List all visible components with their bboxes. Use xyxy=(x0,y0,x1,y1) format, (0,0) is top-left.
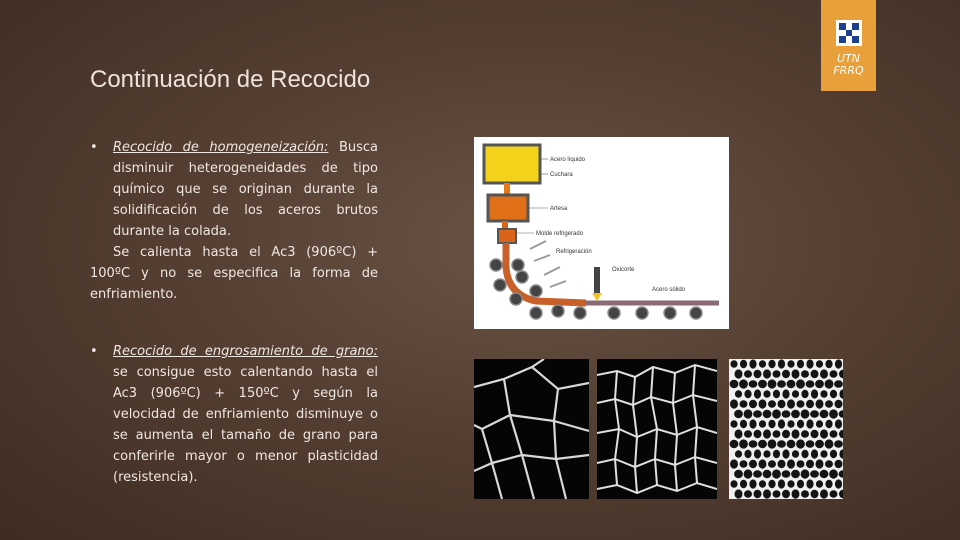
grain-cell xyxy=(811,389,818,398)
grain-cell xyxy=(792,390,799,398)
grain-cell xyxy=(825,360,832,368)
grain-cell xyxy=(797,400,805,408)
grain-cell xyxy=(834,440,843,448)
grain-cell xyxy=(825,460,833,468)
grain-cell xyxy=(787,380,796,388)
grain-cell xyxy=(754,430,762,438)
grain-cell xyxy=(811,370,819,378)
grain-cell xyxy=(811,490,819,498)
grain-cell xyxy=(744,409,753,418)
grain-cell xyxy=(782,470,791,478)
grain-cell xyxy=(763,450,770,458)
grain-cell xyxy=(782,389,789,398)
grain-cell xyxy=(792,369,800,378)
grain-cell xyxy=(791,470,800,478)
grain-cell xyxy=(825,439,834,448)
grain-cell xyxy=(773,390,780,398)
grain-cell xyxy=(796,379,805,388)
grain-cell xyxy=(816,420,823,428)
grain-cell xyxy=(768,420,775,428)
grain-cell xyxy=(773,430,781,438)
grain-cell xyxy=(810,410,819,418)
ladle-shape xyxy=(484,145,540,183)
grain-cell xyxy=(806,440,815,448)
grain-cell xyxy=(830,390,837,398)
micrograph-fine-grain xyxy=(729,359,843,499)
grain-cell xyxy=(787,459,795,468)
logo-line-2: FRRQ xyxy=(833,64,864,77)
grain-cell xyxy=(768,460,776,468)
grain-cell xyxy=(820,470,829,478)
grain-cell xyxy=(835,460,843,468)
bullet-text: Busca disminuir heterogeneidades de tipo químico que se originan durante la solidificación de los aceros brutos durante la colada. xyxy=(113,140,378,239)
bullet-homogenization xyxy=(90,137,378,305)
grain-cell xyxy=(740,460,748,468)
grain-cell xyxy=(744,450,751,458)
bullet-grain-coarsening xyxy=(90,341,378,488)
label-oxycut: Oxicorte xyxy=(612,267,635,273)
grain-cell xyxy=(740,480,747,488)
bullet-text: se consigue esto calentando hasta el Ac3 (906ºC) + 150ºC y según la velocidad de enfriamiento disminuye o se aumenta el tamaño de grano para conferirle mayor o menor plasticidad (resistencia). xyxy=(113,365,378,485)
grain-cell xyxy=(811,449,818,458)
grain-cell xyxy=(830,450,837,458)
grain-cell xyxy=(782,490,790,498)
grain-cell xyxy=(782,430,790,438)
grain-cell xyxy=(749,440,758,448)
grain-cell xyxy=(763,369,771,378)
grain-cell xyxy=(801,490,809,498)
grain-cell xyxy=(787,420,794,428)
label-cooling: Refrigeración xyxy=(556,249,592,255)
grain-cell xyxy=(792,450,799,458)
grain-cell xyxy=(744,370,752,378)
grain-cell xyxy=(777,380,786,388)
grain-cell xyxy=(744,469,753,478)
bullet-term: Recocido de engrosamiento de grano: xyxy=(113,344,378,359)
grain-cell xyxy=(754,370,762,378)
grain-cell xyxy=(787,480,794,488)
grain-cell xyxy=(735,390,742,398)
grain-cell xyxy=(768,439,777,448)
grain-cell xyxy=(801,430,809,438)
label-mold: Molde refrigerado xyxy=(536,231,584,237)
grain-cell xyxy=(759,420,766,428)
grain-cell xyxy=(730,360,737,368)
grain-cell xyxy=(829,409,838,418)
grain-cell xyxy=(754,449,761,458)
grain-cell xyxy=(777,440,786,448)
grain-cell xyxy=(730,380,739,388)
grain-cell xyxy=(730,480,737,488)
grain-cell xyxy=(763,489,771,498)
grain-cell xyxy=(806,400,814,408)
logo-line-1: UTN xyxy=(837,52,860,65)
grain-cell xyxy=(791,410,800,418)
grain-cell xyxy=(787,360,794,368)
grain-cell xyxy=(830,430,838,438)
caster-svg xyxy=(474,137,729,329)
grain-cell xyxy=(744,430,752,438)
grain-cell xyxy=(806,460,814,468)
slide-title: Continuación de Recocido xyxy=(90,66,371,93)
grain-cell xyxy=(730,440,739,448)
grain-cell xyxy=(753,470,762,478)
grain-cell xyxy=(739,379,748,388)
grain-cell xyxy=(829,469,838,478)
grain-cell xyxy=(820,410,829,418)
grain-cell xyxy=(787,440,796,448)
grain-cell xyxy=(735,489,743,498)
grain-cell xyxy=(759,480,766,488)
utn-emblem-icon xyxy=(836,20,862,46)
grain-cell xyxy=(735,450,742,458)
grain-cell xyxy=(768,360,775,368)
grain-cell xyxy=(801,469,810,478)
grain-cell xyxy=(820,489,828,498)
grain-cell xyxy=(825,480,832,488)
bullet-marker: • xyxy=(90,140,98,155)
grain-cell xyxy=(782,370,790,378)
continuous-casting-diagram xyxy=(474,137,729,329)
grain-cell xyxy=(830,490,838,498)
grain-cell xyxy=(778,460,786,468)
grain-cell xyxy=(744,490,752,498)
label-solid-steel: Acero sólido xyxy=(652,287,686,293)
grain-cell xyxy=(810,470,819,478)
grain-cell xyxy=(773,450,780,458)
grain-cell xyxy=(735,429,743,438)
grain-cell xyxy=(778,400,786,408)
grain-cell xyxy=(758,440,767,448)
grain-cell xyxy=(749,419,756,428)
grain-cell xyxy=(744,390,751,398)
grain-cell xyxy=(806,479,813,488)
grain-cell xyxy=(740,360,747,368)
grain-cell xyxy=(759,399,767,408)
grain-cell xyxy=(739,439,748,448)
grain-cell xyxy=(835,419,842,428)
grain-cell xyxy=(806,380,815,388)
grain-cell xyxy=(772,469,781,478)
grain-cell xyxy=(801,390,808,398)
grain-cell xyxy=(820,390,827,398)
grain-cell xyxy=(797,460,805,468)
grain-cell xyxy=(792,429,800,438)
grain-cell xyxy=(763,470,772,478)
grain-cell xyxy=(801,409,810,418)
grain-cell xyxy=(825,400,833,408)
bullet-marker: • xyxy=(90,344,98,359)
grain-cell xyxy=(740,420,747,428)
label-tundish: Artesa xyxy=(550,206,568,212)
micrograph-coarse-grain xyxy=(474,359,589,499)
grain-cell xyxy=(734,410,743,418)
grain-cell xyxy=(768,379,777,388)
grain-cell xyxy=(730,420,737,428)
grain-cell xyxy=(758,380,767,388)
grain-cell xyxy=(806,359,813,368)
label-liquid-steel: Acero líquido xyxy=(550,157,586,163)
grain-cell xyxy=(796,439,805,448)
grain-cell xyxy=(768,480,775,488)
grain-cell xyxy=(816,399,824,408)
grain-cell xyxy=(754,389,761,398)
grain-cell xyxy=(778,479,785,488)
grain-cell xyxy=(825,379,834,388)
grain-cell xyxy=(792,489,800,498)
bullet-continuation: Se calienta hasta el Ac3 (906ºC) + 100ºC y no se especifica la forma de enfriamiento. xyxy=(90,245,378,302)
grain-cell xyxy=(730,459,738,468)
grain-cell xyxy=(811,430,819,438)
grain-cell xyxy=(730,399,738,408)
grain-cell xyxy=(759,360,766,368)
micrograph-medium-grain xyxy=(597,359,717,499)
grain-cell xyxy=(768,400,776,408)
grain-cell xyxy=(830,370,838,378)
grain-cell xyxy=(749,479,756,488)
grain-cell xyxy=(740,400,748,408)
utn-logo xyxy=(821,0,876,91)
grain-cell xyxy=(820,369,828,378)
bullet-term: Recocido de homogeneización: xyxy=(113,140,329,155)
grain-cell xyxy=(825,420,832,428)
grain-cell xyxy=(778,419,785,428)
grain-cell xyxy=(816,480,823,488)
tundish-shape xyxy=(488,195,528,221)
grain-cell xyxy=(772,409,781,418)
grain-cell xyxy=(782,449,789,458)
grain-cell xyxy=(787,399,795,408)
grain-cell xyxy=(763,410,772,418)
grain-cell xyxy=(763,429,771,438)
grain-cell xyxy=(834,380,843,388)
grain-cell xyxy=(749,460,757,468)
grain-cell xyxy=(816,360,823,368)
grain-cell xyxy=(820,450,827,458)
grain-cell xyxy=(759,459,767,468)
grain-cell xyxy=(749,400,757,408)
grain-cell xyxy=(815,440,824,448)
grain-cell xyxy=(835,400,843,408)
grain-cell xyxy=(806,419,813,428)
grain-cell xyxy=(749,380,758,388)
grain-cell xyxy=(835,479,842,488)
grain-cell xyxy=(797,480,804,488)
grain-cell xyxy=(835,359,842,368)
label-ladle: Cuchara xyxy=(550,172,573,178)
grain-cell xyxy=(816,459,824,468)
grain-cell xyxy=(753,410,762,418)
grain-cell xyxy=(797,420,804,428)
grain-cell xyxy=(778,359,785,368)
grain-cell xyxy=(734,470,743,478)
grain-cell xyxy=(782,410,791,418)
grain-cell xyxy=(773,370,781,378)
grain-cell xyxy=(735,369,743,378)
grain-cell xyxy=(754,490,762,498)
grain-cell xyxy=(749,359,756,368)
grain-cell xyxy=(820,429,828,438)
grain-cell xyxy=(815,380,824,388)
grain-cell xyxy=(763,390,770,398)
grain-cell xyxy=(801,450,808,458)
grain-cell xyxy=(797,360,804,368)
grain-cell xyxy=(773,490,781,498)
grain-cell xyxy=(801,370,809,378)
